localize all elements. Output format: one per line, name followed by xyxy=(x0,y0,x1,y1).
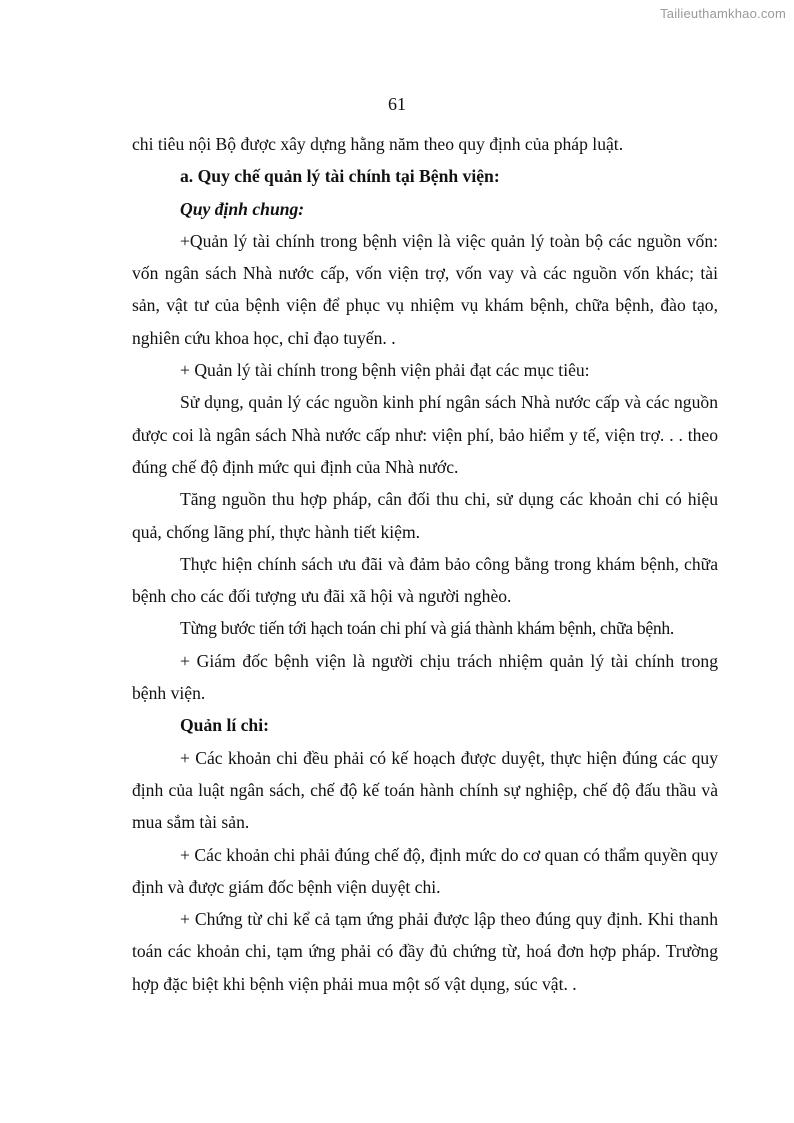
paragraph: + Quản lý tài chính trong bệnh viện phải đạt các mục tiêu: xyxy=(180,360,590,381)
paragraph: Sử dụng, quản lý các nguồn kinh phí ngân sách Nhà nước cấp và các nguồn được coi là ngân sách Nhà nước cấp như: viện phí, bảo hiểm y tế, viện trợ. . . theo đúng chế độ định mức qui định của Nhà nước. xyxy=(132,392,718,477)
paragraph: + Các khoản chi phải đúng chế độ, định mức do cơ quan có thẩm quyền quy định và được giám đốc bệnh viện duyệt chi. xyxy=(132,844,718,897)
paragraph: chi tiêu nội Bộ được xây dựng hằng năm theo quy định của pháp luật. xyxy=(132,134,624,154)
paragraph: + Giám đốc bệnh viện là người chịu trách nhiệm quản lý tài chính trong bệnh viện. xyxy=(132,650,718,704)
page-number: 61 xyxy=(388,94,406,114)
paragraph: Tăng nguồn thu hợp pháp, cân đối thu chi, sử dụng các khoản chi có hiệu quả, chống lãng phí, thực hành tiết kiệm. xyxy=(132,489,718,542)
paragraph: +Quản lý tài chính trong bệnh viện là việc quản lý toàn bộ các nguồn vốn: vốn ngân sách Nhà nước cấp, vốn viện trợ, vốn vay và các nguồn vốn khác; tài sản, vật tư của bệnh viện để phục vụ nhiệm vụ khám bệnh, chữa bệnh, đào tạo, nghiên cứu khoa học, chỉ đạo tuyến. . xyxy=(132,230,718,348)
paragraph: + Chứng từ chi kể cả tạm ứng phải được lập theo đúng quy định. Khi thanh toán các khoản chi, tạm ứng phải có đầy đủ chứng từ, hoá đơn hợp pháp. Trường hợp đặc biệt khi bệnh viện phải mua một số vật dụng, súc vật. . xyxy=(132,909,718,994)
document-body xyxy=(132,128,718,1000)
subsection-heading: Quy định chung: xyxy=(180,198,305,219)
paragraph: + Các khoản chi đều phải có kế hoạch được duyệt, thực hiện đúng các quy định của luật ngân sách, chế độ kế toán hành chính sự nghiệp, chế độ đấu thầu và mua sắm tài sản. xyxy=(132,747,718,833)
watermark: Tailieuthamkhao.com xyxy=(660,6,786,21)
paragraph: Từng bước tiến tới hạch toán chi phí và giá thành khám bệnh, chữa bệnh. xyxy=(180,618,674,639)
subsection-heading: Quản lí chi: xyxy=(180,715,269,736)
paragraph: Thực hiện chính sách ưu đãi và đảm bảo công bằng trong khám bệnh, chữa bệnh cho các đối tượng ưu đãi xã hội và người nghèo. xyxy=(132,553,718,607)
section-heading: a. Quy chế quản lý tài chính tại Bệnh viện: xyxy=(180,166,500,187)
